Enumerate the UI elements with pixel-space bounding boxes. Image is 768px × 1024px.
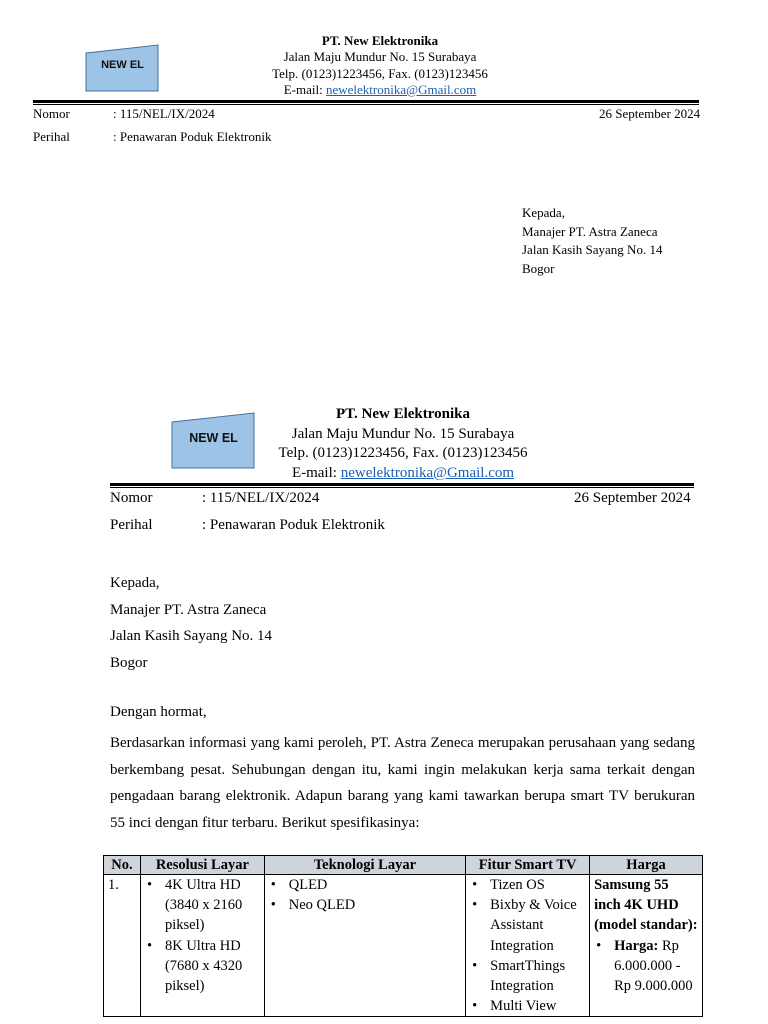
letterhead-rule-thin	[110, 487, 694, 488]
recipient-line: Bogor	[522, 260, 555, 276]
price-label: Harga:	[614, 937, 659, 954]
col-header-no: No.	[104, 856, 141, 875]
company-address: Jalan Maju Mundur No. 15 Surabaya	[291, 425, 515, 442]
list-item: • 8K Ultra HD (7680 x 4320 piksel)	[165, 936, 260, 997]
list-item: • 4K Ultra HD (3840 x 2160 piksel)	[165, 875, 260, 936]
list-item: • Tizen OS	[490, 875, 585, 895]
cell-resolusi	[140, 875, 264, 1017]
recipient-line: Kepada,	[522, 205, 565, 220]
letterhead	[253, 405, 553, 483]
perihal-label: Perihal	[33, 129, 70, 144]
recipient-line: Jalan Kasih Sayang No. 14	[522, 242, 663, 257]
email-link[interactable]: newelektronika@Gmail.com	[340, 464, 515, 481]
col-header-fitur: Fitur Smart TV	[466, 856, 590, 875]
cell-teknologi	[264, 875, 465, 1017]
letterhead	[230, 33, 530, 98]
col-header-resolusi: Resolusi Layar	[140, 856, 264, 875]
list-item: • SmartThings Integration	[490, 956, 585, 996]
recipient-line: Manajer PT. Astra Zaneca	[522, 223, 658, 239]
logo-text: NEW EL	[101, 59, 144, 71]
perihal-value: : Penawaran Poduk Elektronik	[202, 517, 385, 533]
letterhead-rule-thick	[33, 100, 699, 103]
list-item: • Multi View	[490, 996, 585, 1016]
company-email: E-mail: newelektronika@Gmail.com	[283, 81, 477, 97]
nomor-value: : 115/NEL/IX/2024	[202, 490, 320, 506]
spec-table	[103, 855, 703, 1017]
letterhead-rule-thin	[33, 104, 699, 105]
nomor-value: : 115/NEL/IX/2024	[113, 106, 215, 121]
table-row	[104, 875, 703, 1017]
greeting: Dengan hormat,	[110, 704, 207, 720]
recipient-line: Bogor	[110, 655, 148, 672]
letterhead-rule-thick	[110, 483, 694, 486]
nomor-label: Nomor	[33, 106, 70, 121]
company-phone: Telp. (0123)1223456, Fax. (0123)123456	[272, 65, 488, 81]
email-link[interactable]: newelektronika@Gmail.com	[326, 81, 477, 97]
logo-text: NEW EL	[189, 431, 238, 445]
list-item: • Neo QLED	[289, 895, 461, 915]
company-email: E-mail: newelektronika@Gmail.com	[291, 464, 515, 481]
nomor-label: Nomor	[110, 490, 153, 506]
company-phone: Telp. (0123)1223456, Fax. (0123)123456	[278, 445, 528, 461]
col-header-teknologi: Teknologi Layar	[264, 856, 465, 875]
company-logo	[171, 412, 256, 469]
company-name: PT. New Elektronika	[335, 406, 471, 422]
recipient-line: Jalan Kasih Sayang No. 14	[110, 628, 273, 645]
cell-fitur	[466, 875, 590, 1017]
letter-body: Berdasarkan informasi yang kami peroleh, PT. Astra Zeneca merupakan perusahaan yang sedang berkembang pesat. Sehubungan dengan itu, kami ingin melakukan kerja sama terkait dengan pengadaan barang elektronik. Adapun barang yang kami tawarkan berupa smart TV berukuran 55 inci dengan fitur terbaru. Berikut spesifikasinya:	[110, 735, 695, 831]
list-item: • QLED	[289, 875, 461, 895]
letter-date: 26 September 2024	[574, 490, 691, 506]
recipient-line: Manajer PT. Astra Zaneca	[110, 601, 267, 618]
price-value: Rp 6.000.000 - Rp 9.000.000	[614, 937, 693, 995]
company-name: PT. New Elektronika	[321, 33, 439, 48]
perihal-label: Perihal	[110, 517, 153, 533]
perihal-value: : Penawaran Poduk Elektronik	[113, 129, 272, 144]
cell-harga	[590, 875, 703, 1017]
recipient-block	[110, 570, 272, 677]
price-title: Samsung 55 inch 4K UHD (model standar):	[594, 877, 698, 934]
recipient-line: Kepada,	[110, 575, 160, 591]
recipient-block	[522, 204, 662, 278]
company-logo	[85, 44, 160, 92]
company-address: Jalan Maju Mundur No. 15 Surabaya	[283, 49, 477, 65]
price-item	[614, 936, 698, 997]
table-header-row	[104, 856, 703, 875]
letter-date: 26 September 2024	[599, 106, 701, 121]
cell-no: 1.	[104, 875, 141, 1017]
list-item: • Bixby & Voice Assistant Integration	[490, 895, 585, 956]
col-header-harga: Harga	[590, 856, 703, 875]
